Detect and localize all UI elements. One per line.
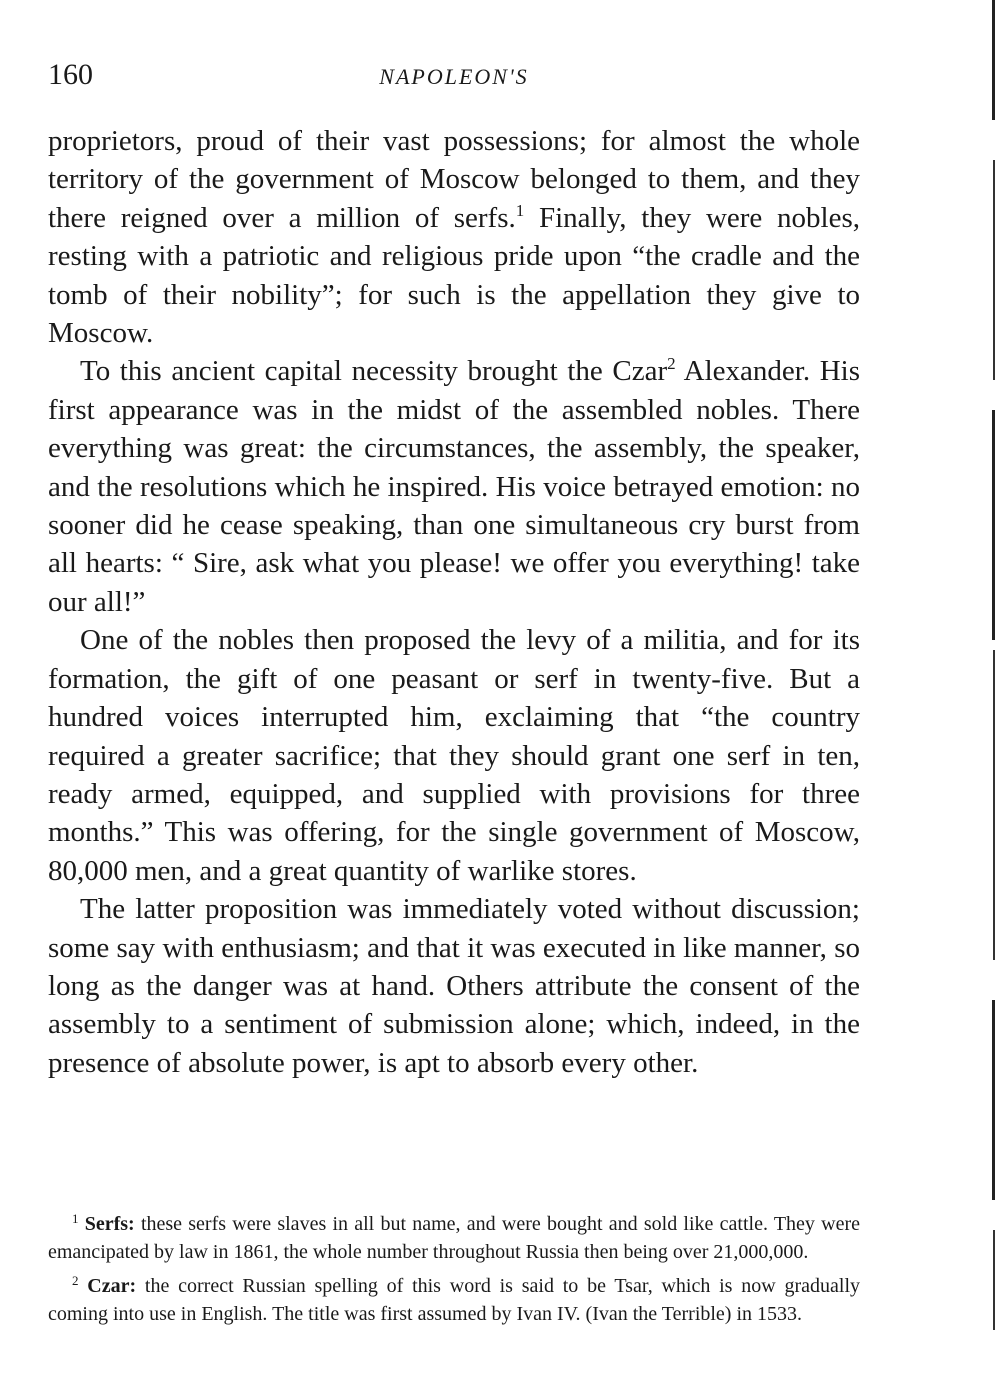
paragraph	[48, 122, 860, 352]
footnote-text: these serfs were slaves in all but name, and were bought and sold like cattle. They were emancipated by law in 1861, the whole number throughout Russia then being over 21,000,000.	[48, 1213, 860, 1263]
paragraph-text: To this ancient capital necessity brought the Czar	[80, 355, 668, 388]
footnote-ref: 2	[667, 354, 676, 374]
paragraph-text: Finally, they were nobles, resting with a patriotic and religious pride upon “the cradle and the tomb of their nobility”; for such is the appellation they give to Moscow.	[48, 201, 861, 350]
footnote-marker: 1	[72, 1211, 79, 1226]
page-edge-shadow	[980, 0, 1000, 1399]
paragraph-text: The latter proposition was immediately voted without discussion; some say with enthusiasm; and that it was executed in like manner, so long as the danger was at hand. Others attribute the consent of the assembly to a sentiment of submission alone; which, indeed, in the presence of absolute power, is apt to absorb every other.	[48, 893, 860, 1079]
paragraph-text: Alexander. His first appearance was in the midst of the assembled nobles. There everything was great: the circumstances, the assembly, the speaker, and the resolutions which he inspired. His voice betrayed emotion: no sooner did he cease speaking, than one simultaneous cry burst from all hearts: “ Sire, ask what you please! we offer you everything! take our all!”	[48, 355, 861, 618]
body-text	[48, 122, 860, 1082]
footnote	[48, 1272, 860, 1328]
footnote-ref: 1	[515, 200, 525, 220]
page-header	[48, 58, 860, 98]
paragraph-text: proprietors, proud of their vast possessions; for almost the whole territory of the government of Moscow belonged to them, and they there reigned over a million of serfs.	[48, 125, 860, 234]
paragraph-text: One of the nobles then proposed the levy of a militia, and for its formation, the gift of one peasant or serf in twenty-five. But a hundred voices interrupted him, exclaiming that “the country required a greater sacrifice; that they should grant one serf in ten, ready armed, equipped, and supplied with provisions for three months.” This was offering, for the single government of Moscow, 80,000 men, and a great quantity of warlike stores.	[48, 624, 860, 887]
footnote	[48, 1210, 860, 1266]
paragraph	[48, 621, 860, 890]
paragraph	[48, 890, 860, 1082]
paragraph	[48, 352, 860, 621]
footnote-term: Serfs:	[84, 1213, 135, 1235]
footnote-text: the correct Russian spelling of this word is said to be Tsar, which is now gradually coming into use in English. The title was first assumed by Ivan IV. (Ivan the Terrible) in 1533.	[48, 1275, 860, 1325]
page-number: 160	[48, 58, 93, 91]
running-title: NAPOLEON'S	[379, 64, 529, 89]
footnotes	[48, 1210, 860, 1334]
footnote-marker: 2	[72, 1273, 79, 1288]
footnote-term: Czar:	[87, 1275, 137, 1297]
